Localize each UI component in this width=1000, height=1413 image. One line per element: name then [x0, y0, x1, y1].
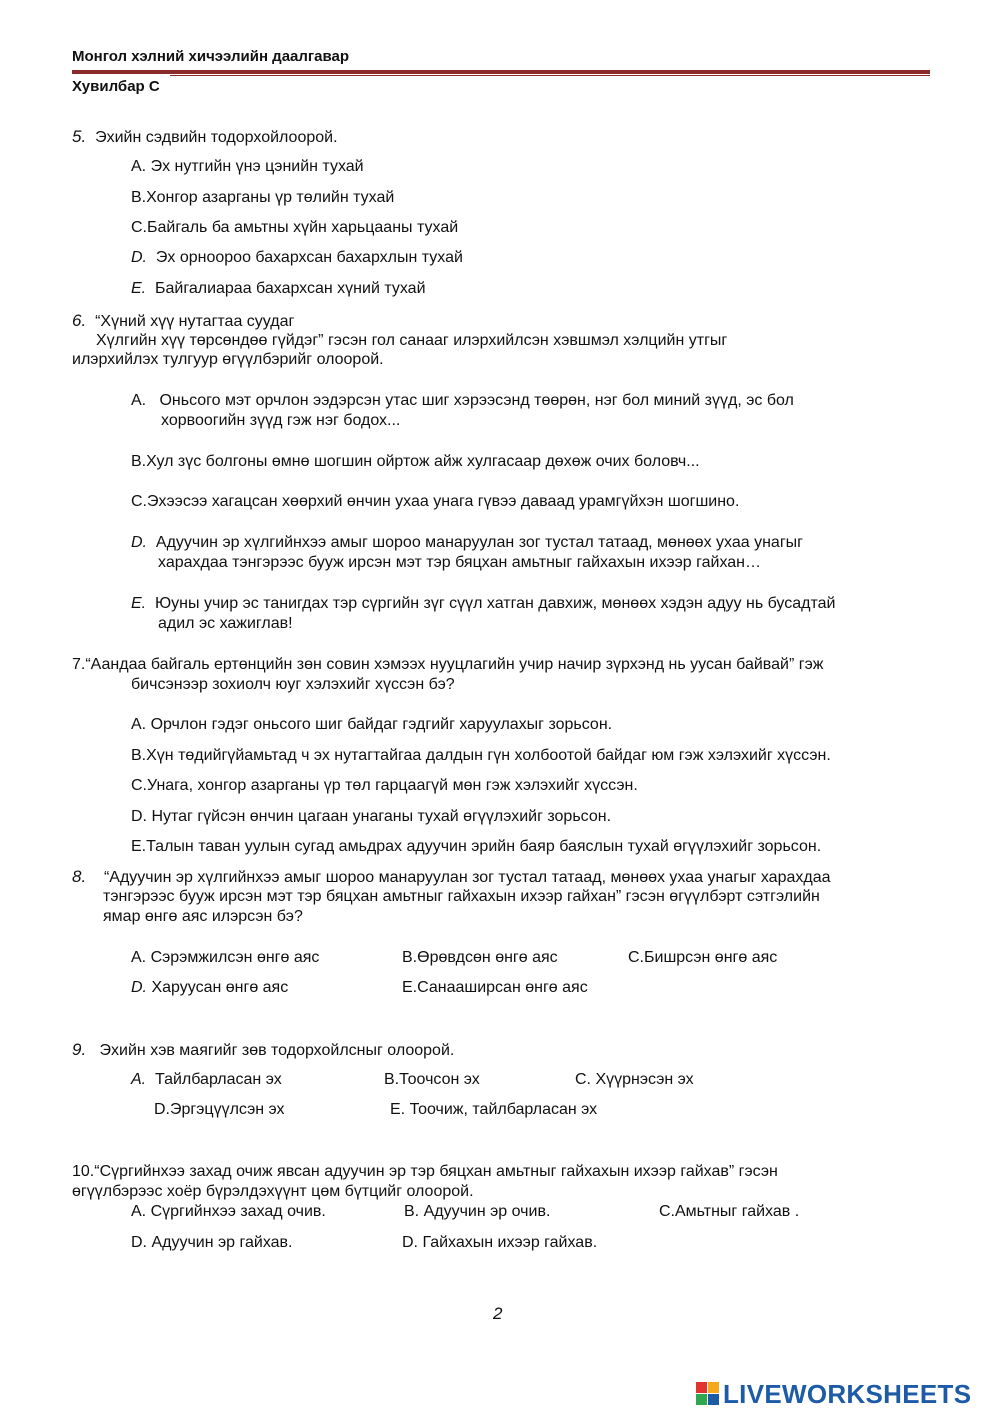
q8-option-b[interactable]: B.Өрөвдсөн өнгө аяс — [402, 949, 558, 966]
q9-option-a[interactable] — [131, 1070, 282, 1090]
question-number: 8. — [72, 867, 87, 886]
q8-option-d[interactable] — [131, 978, 288, 998]
q9-option-d[interactable]: D.Эргэцүүлсэн эх — [154, 1101, 285, 1118]
q10-option-b[interactable]: B. Адуучин эр очив. — [404, 1203, 551, 1220]
question-10: 10.“Сүргийнхээ захад очиж явсан адуучин эр тэр бяцхан амьтныг гайхахын ихээр гайхав” гэсэн — [72, 1163, 778, 1180]
question-text-line: өгүүлбэрээс хоёр бүрэлдэхүүнт цөм бүтцийг олоорой. — [72, 1183, 474, 1200]
question-5 — [72, 127, 338, 148]
question-6 — [72, 311, 294, 332]
q6-option-e[interactable] — [131, 594, 835, 614]
q10-option-a[interactable]: A. Сүргийнхээ захад очив. — [131, 1203, 326, 1220]
option-text-line: харахдаа тэнгэрээс бууж ирсэн мэт тэр бяцхан амьтныг гайхахын ихээр гайхан… — [158, 554, 761, 571]
brand-text: LIVEWORKSHEETS — [723, 1378, 972, 1409]
q7-option-d[interactable]: D. Нутаг гүйсэн өнчин цагаан унаганы тухай өгүүлэхийг зорьсон. — [131, 808, 612, 825]
question-number: 9. — [72, 1040, 87, 1059]
option-text: Юуны учир эс танигдах тэр сүргийн зүг сүүл хатган давхиж, мөнөөх хэдэн адуу нь бусадтай — [155, 595, 836, 612]
q9-option-e[interactable]: E. Тоочиж, тайлбарласан эх — [390, 1101, 598, 1118]
worksheet-title: Монгол хэлний хичээлийн даалгавар — [72, 48, 350, 65]
question-text-line: тэнгэрээс бууж ирсэн мэт тэр бяцхан амьтныг гайхахын ихээр гайхан” гэсэн өгүүлбэрт сэтгэлийн — [103, 888, 820, 905]
question-number: 6. — [72, 311, 87, 330]
q9-option-c[interactable]: C. Хүүрнэсэн эх — [575, 1071, 694, 1088]
question-text: “Хүний хүү нутагтаа суудаг — [95, 313, 295, 330]
question-9 — [72, 1040, 454, 1061]
liveworksheets-logo[interactable] — [696, 1379, 971, 1409]
option-text: Байгалиараа бахархсан хүний тухай — [155, 280, 426, 297]
question-text-line: Хүлгийн хүү төрсөндөө гүйдэг” гэсэн гол санааг илэрхийлсэн хэвшмэл хэлцийн утгыг — [96, 332, 728, 349]
q8-option-e[interactable]: E.Санааширсан өнгө аяс — [402, 979, 588, 996]
question-7: 7.“Аандаа байгаль ертөнцийн зөн совин хэмээх нууцлагийн учир начир зүрхэнд нь уусан байвай” гэж — [72, 656, 824, 673]
q7-option-b[interactable]: B.Хүн төдийгүйамьтад ч эх нутагтайгаа далдын гүн холбоотой байдаг юм гэж хэлэхийг хүссэн. — [131, 747, 831, 764]
option-letter: E. — [131, 595, 147, 612]
q8-option-a[interactable]: A. Сэрэмжилсэн өнгө аяс — [131, 949, 320, 966]
question-text: “Адуучин эр хүлгийнхээ амыг шороо манаруулан зог тустал татаад, мөнөөх ухаа унагыг харахдаа — [103, 869, 831, 886]
option-text: Оньсого мэт орчлон ээдэрсэн утас шиг хэрээсэнд төөрөн, нэг бол миний зүүд, эс бол — [159, 392, 794, 409]
option-letter: A. — [131, 392, 147, 409]
option-text-line: хорвоогийн зүүд гэж нэг бодох... — [161, 412, 401, 429]
q10-option-d[interactable]: D. Адуучин эр гайхав. — [131, 1234, 293, 1251]
option-letter: E. — [131, 280, 147, 297]
question-text-line: бичсэнээр зохиолч юуг хэлэхийг хүссэн бэ? — [131, 676, 455, 693]
q10-option-c[interactable]: C.Амьтныг гайхав . — [659, 1203, 800, 1220]
option-letter: D. — [131, 979, 147, 996]
option-letter: D. — [131, 249, 147, 266]
page-number: 2 — [493, 1304, 503, 1323]
q7-option-e[interactable]: E.Талын таван уулын сугад амьдрах адуучин эрийн баяр баяслын тухай өгүүлэхийг зорьсон. — [131, 838, 822, 855]
question-text-line: илэрхийлэх тулгуур өгүүлбэрийг олоорой. — [72, 351, 384, 368]
q5-option-e[interactable] — [131, 279, 426, 299]
q5-option-c[interactable]: C.Байгаль ба амьтны хүйн харьцааны тухай — [131, 219, 459, 236]
q7-option-c[interactable]: C.Унага, хонгор азарганы үр төл гарцаагүй мөн гэж хэлэхийг хүссэн. — [131, 777, 638, 794]
question-text: Эхийн сэдвийн тодорхойлоорой. — [95, 129, 338, 146]
q7-option-a[interactable]: A. Орчлон гэдэг оньсого шиг байдаг гэдгийг харуулахыг зорьсон. — [131, 716, 613, 733]
q6-option-d[interactable] — [131, 533, 803, 553]
liveworksheets-icon — [696, 1382, 720, 1406]
variant-label: Хувилбар С — [72, 78, 160, 95]
q8-option-c[interactable]: C.Бишрсэн өнгө аяс — [628, 949, 778, 966]
option-text-line: адил эс хажиглав! — [158, 615, 293, 632]
question-text: Эхийн хэв маягийг зөв тодорхойлсныг олоорой. — [99, 1042, 455, 1059]
option-text: Эх орноороо бахархсан бахархлын тухай — [155, 249, 463, 266]
q6-option-a[interactable] — [131, 391, 794, 411]
option-text: Харуусан өнгө аяс — [151, 979, 289, 996]
option-text: Адуучин эр хүлгийнхээ амыг шороо манаруулан зог тустал татаад, мөнөөх ухаа унагыг — [155, 534, 803, 551]
q5-option-a[interactable]: A. Эх нутгийн үнэ цэнийн тухай — [131, 158, 364, 175]
q9-option-b[interactable]: B.Тоочсон эх — [384, 1071, 480, 1088]
q6-option-b[interactable]: B.Хул зүс болгоны өмнө шогшин ойртож айж хулгасаар дөхөж очих боловч... — [131, 453, 700, 470]
option-letter: D. — [131, 534, 147, 551]
option-letter: A. — [131, 1071, 147, 1088]
question-text-line: ямар өнгө аяс илэрсэн бэ? — [103, 908, 303, 925]
q5-option-b[interactable]: B.Хонгор азарганы үр төлийн тухай — [131, 189, 395, 206]
header-rule — [72, 70, 930, 74]
option-text: Тайлбарласан эх — [155, 1071, 282, 1088]
q5-option-d[interactable] — [131, 248, 463, 268]
q10-option-e[interactable]: D. Гайхахын ихээр гайхав. — [402, 1234, 598, 1251]
header-rule-thin — [170, 75, 930, 76]
question-8 — [72, 867, 831, 888]
q6-option-c[interactable]: C.Эхээсээ хагацсан хөөрхий өнчин ухаа унага гүвээ даваад урамгүйхэн шогшино. — [131, 493, 740, 510]
question-number: 5. — [72, 127, 87, 146]
